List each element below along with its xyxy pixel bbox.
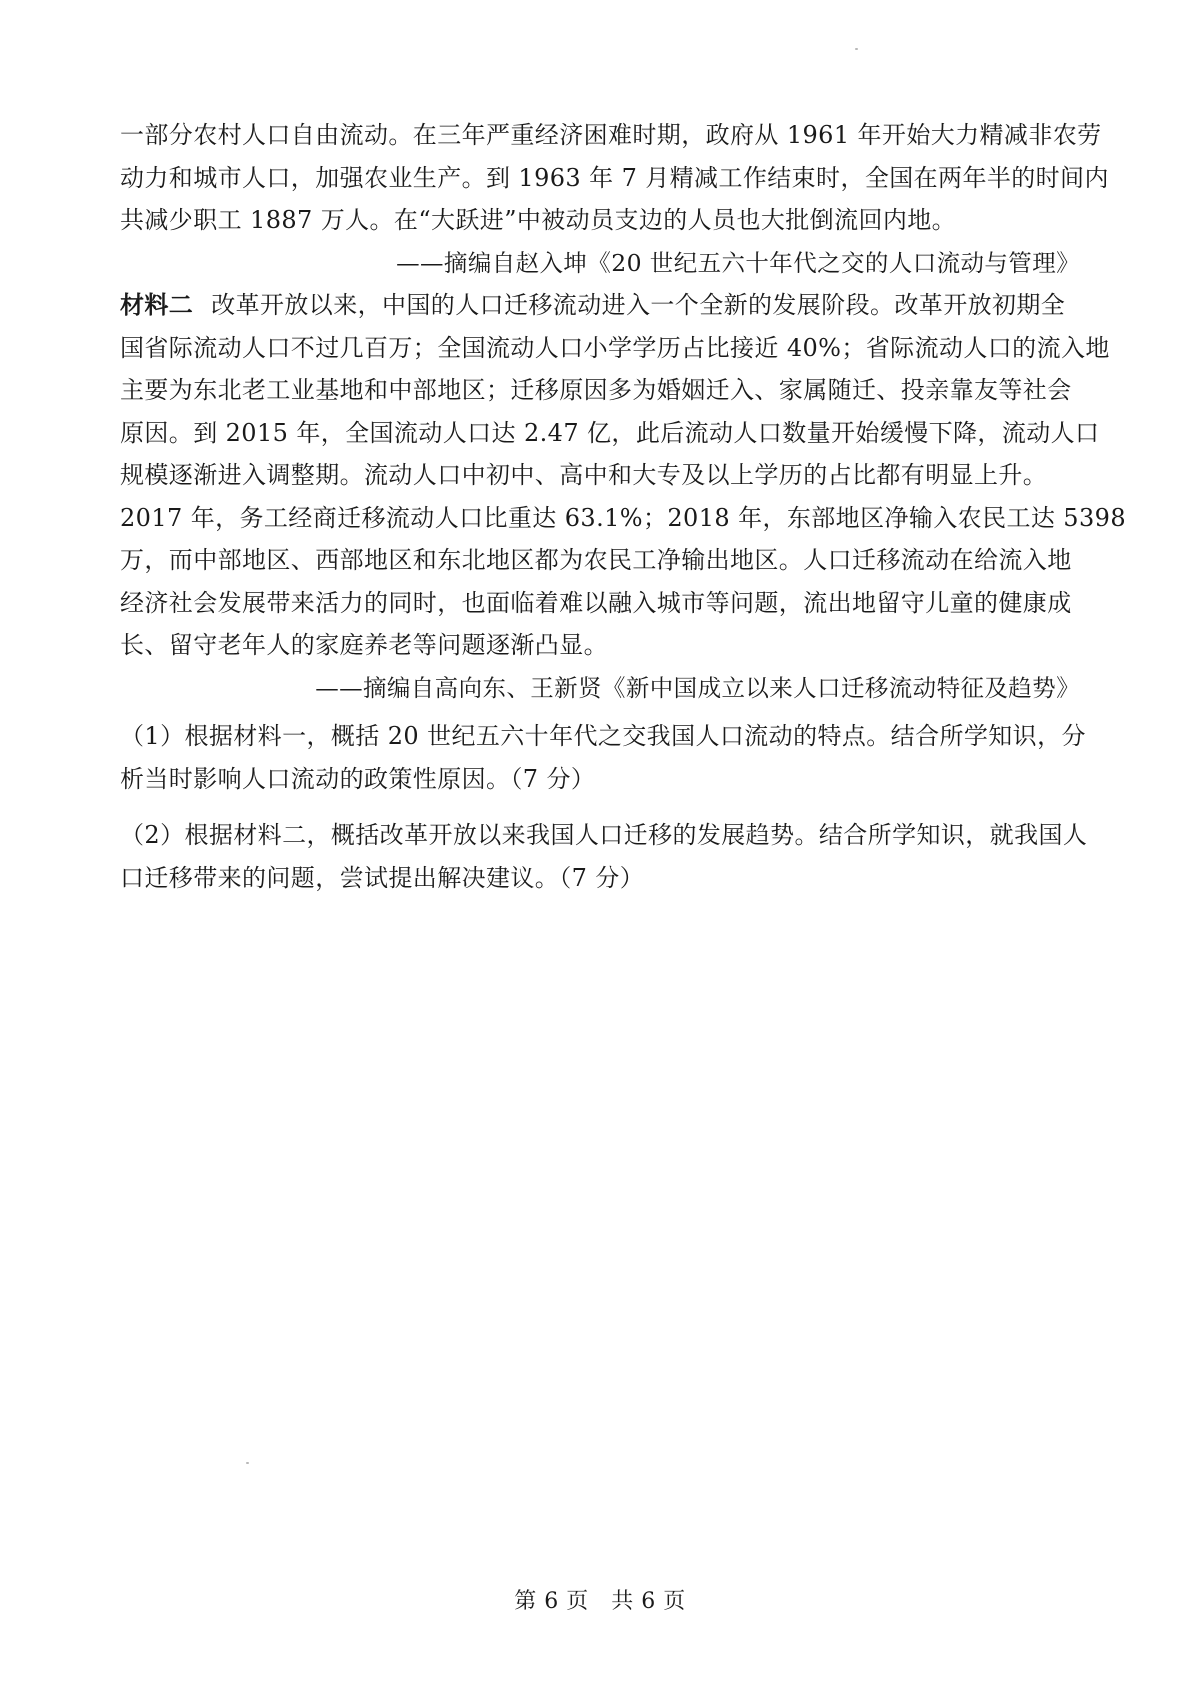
- question-line: 口迁移带来的问题，尝试提出解决建议。（7 分）: [120, 863, 645, 892]
- text-line: 2017 年，务工经商迁移流动人口比重达 63.1%；2018 年，东部地区净输入农民工达 5398: [120, 503, 1126, 532]
- material-two-source: ——摘编自高向东、王新贤《新中国成立以来人口迁移流动特征及趋势》: [315, 673, 1080, 702]
- text-line: 动力和城市人口，加强农业生产。到 1963 年 7 月精减工作结束时，全国在两年半的时间内: [120, 163, 1109, 192]
- text-line-body: 改革开放以来，中国的人口迁移流动进入一个全新的发展阶段。改革开放初期全: [211, 291, 1066, 319]
- question-line: 析当时影响人口流动的政策性原因。（7 分）: [120, 764, 596, 793]
- question-line: （2）根据材料二，概括改革开放以来我国人口迁移的发展趋势。结合所学知识，就我国人: [120, 821, 1088, 849]
- material-one-source: ——摘编自赵入坤《20 世纪五六十年代之交的人口流动与管理》: [396, 248, 1080, 277]
- question-2: [120, 814, 1088, 899]
- text-line: 原因。到 2015 年，全国流动人口达 2.47 亿，此后流动人口数量开始缓慢下降，流动人口: [120, 418, 1100, 447]
- material-two: [120, 284, 1126, 709]
- text-line: 国省际流动人口不过几百万；全国流动人口小学学历占比接近 40%；省际流动人口的流入地: [120, 333, 1110, 362]
- text-line: [120, 284, 1080, 327]
- text-line: 万，而中部地区、西部地区和东北地区都为农民工净输出地区。人口迁移流动在给流入地: [120, 546, 1072, 574]
- question-1: [120, 715, 1086, 800]
- text-line: 一部分农村人口自由流动。在三年严重经济困难时期，政府从 1961 年开始大力精减非农劳: [120, 121, 1102, 149]
- text-line: 规模逐渐进入调整期。流动人口中初中、高中和大专及以上学历的占比都有明显上升。: [120, 461, 1048, 489]
- scan-artifact: [246, 1462, 249, 1464]
- scan-artifact: [855, 48, 858, 50]
- text-line: 经济社会发展带来活力的同时，也面临着难以融入城市等问题，流出地留守儿童的健康成: [120, 588, 1072, 617]
- material-two-label: 材料二: [120, 291, 194, 319]
- text-line: 主要为东北老工业基地和中部地区；迁移原因多为婚姻迁入、家属随迁、投亲靠友等社会: [120, 376, 1072, 404]
- page-number: 第 6 页 共 6 页: [514, 1589, 686, 1614]
- material-one-tail: [120, 114, 1109, 284]
- question-line: （1）根据材料一，概括 20 世纪五六十年代之交我国人口流动的特点。结合所学知识，分: [120, 722, 1086, 750]
- text-line: 长、留守老年人的家庭养老等问题逐渐凸显。: [120, 631, 608, 659]
- text-line: 共减少职工 1887 万人。在“大跃进”中被动员支边的人员也大批倒流回内地。: [120, 206, 957, 234]
- page-content: [120, 114, 1126, 899]
